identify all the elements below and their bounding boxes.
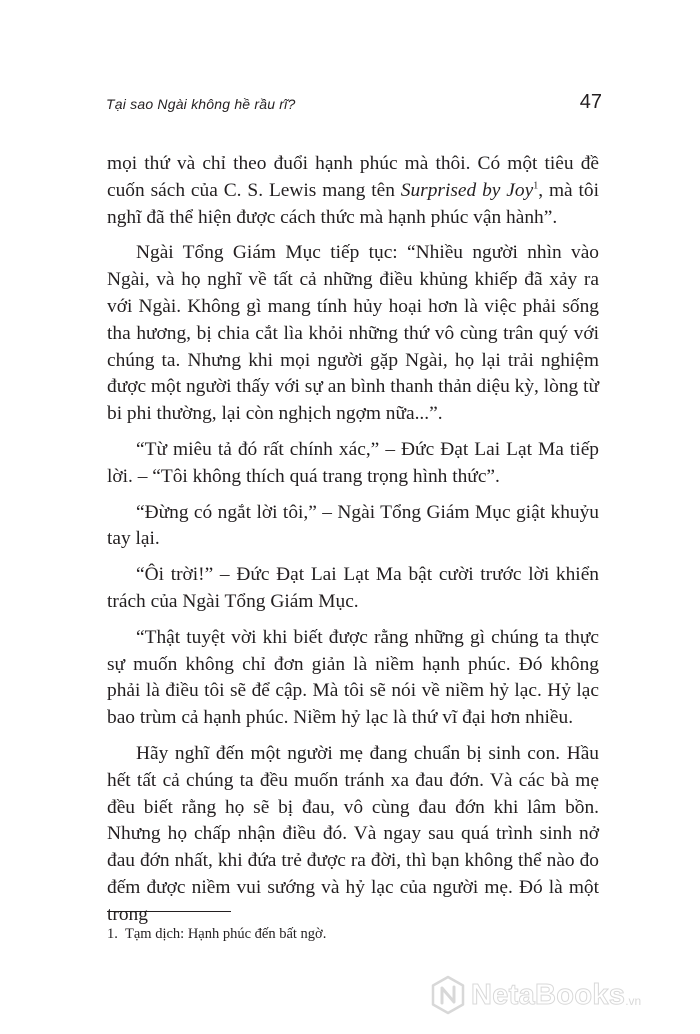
footnote [107,925,326,943]
watermark [430,973,641,1017]
paragraph-7: Hãy nghĩ đến một người mẹ đang chuẩn bị sinh con. Hầu hết tất cả chúng ta đều muốn tránh xa đau đớn. Và các bà mẹ đều biết rằng họ sẽ bị đau, vô cùng đau đớn khi lâm bồn. Nhưng họ chấp nhận điều đó. Và ngay sau quá trình sinh nở đau đớn nhất, khi đứa trẻ được ra đời, thì bạn không thể nào đo đếm được niềm vui sướng và hỷ lạc của người mẹ. Đó là một trong [107,742,599,925]
paragraph-2: Ngài Tổng Giám Mục tiếp tục: “Nhiều người nhìn vào Ngài, và họ nghĩ về tất cả những điều khủng khiếp đã xảy ra với Ngài. Không gì mang tính hủy hoại hơn là việc phải sống tha hương, bị chia cắt lìa khỏi những thứ vô cùng trân quý với chúng ta. Nhưng khi mọi người gặp Ngài, họ lại trải nghiệm được một người thấy với sự an bình thanh thản diệu kỳ, lòng từ bi phi thường, lại còn nghịch ngợm nữa...”. [107,242,599,425]
paragraph-3: “Từ miêu tả đó rất chính xác,” – Đức Đạt Lai Lạt Ma tiếp lời. – “Tôi không thích quá trang trọng hình thức”. [107,438,599,487]
paragraph-1 [107,151,599,231]
footnote-number: 1. [107,926,118,942]
paragraph-4: “Đừng có ngắt lời tôi,” – Ngài Tổng Giám Mục giật khuỷu tay lại. [107,501,599,550]
page-number: 47 [579,91,602,113]
paragraph-1-text: mọi thứ và chỉ theo đuổi hạnh phúc mà thôi. Có một tiêu đề cuốn sách của C. S. Lewis mang tên [107,153,599,201]
paragraph-1-end: , mà tôi nghĩ đã thể hiện được cách thức mà hạnh phúc vận hành”. [107,179,599,228]
watermark-suffix: .vn [625,994,642,1008]
netabooks-logo-icon [430,975,466,1015]
footnote-divider [107,911,231,912]
paragraph-5: “Ôi trời!” – Đức Đạt Lai Lạt Ma bật cười trước lời khiển trách của Ngài Tổng Giám Mục. [107,564,599,612]
running-title: Tại sao Ngài không hề rầu rĩ? [106,96,296,112]
paragraph-6: “Thật tuyệt vời khi biết được rằng những gì chúng ta thực sự muốn không chỉ đơn giản là niềm hạnh phúc. Đó không phải là điều tôi sẽ để cập. Mà tôi sẽ nói về niềm hỷ lạc. Hỷ lạc bao trùm cả hạnh phúc. Niềm hỷ lạc là thứ vĩ đại hơn nhiều. [107,626,599,729]
watermark-brand: NetaBooks [471,978,626,1011]
page-body [107,151,599,938]
book-title: Surprised by Joy [400,179,534,201]
footnote-reference: 1 [533,180,539,192]
footnote-text: Tạm dịch: Hạnh phúc đến bất ngờ. [125,926,327,942]
